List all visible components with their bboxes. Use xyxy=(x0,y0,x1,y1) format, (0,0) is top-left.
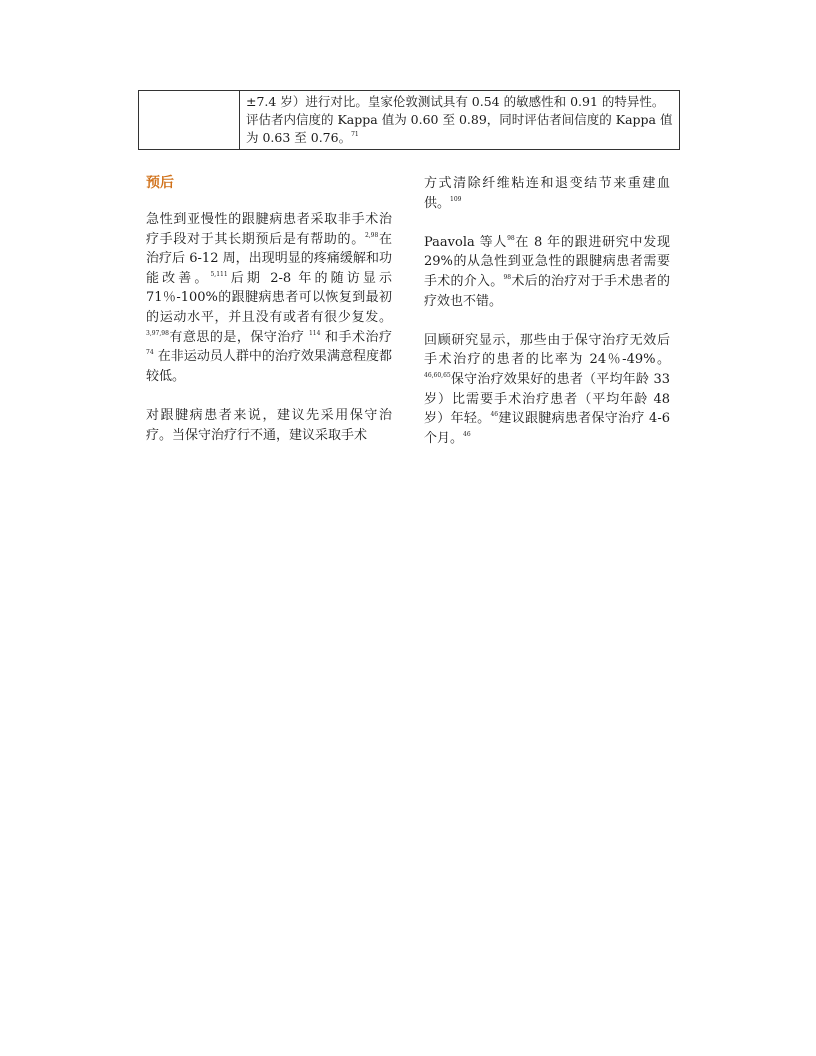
citation-ref: 98 xyxy=(503,273,512,281)
paragraph xyxy=(146,406,392,445)
paragraph xyxy=(146,210,392,386)
left-column xyxy=(146,210,392,465)
text-run: 急性到亚慢性的跟腱病患者采取非手术治疗手段对于其长期预后是有帮助的。 xyxy=(146,212,392,247)
table-cell-empty xyxy=(139,91,240,150)
text-run: 在治疗后 6-12 周，出现明显的疼痛缓解和功能改善。 xyxy=(146,231,392,286)
text-run: 在非运动员人群中的治疗效果满意程度都较低。 xyxy=(146,349,392,384)
citation-ref: 74 xyxy=(146,349,154,357)
citation-ref: 114 xyxy=(308,329,321,337)
text-run: 和手术治疗 xyxy=(320,329,392,345)
paragraph xyxy=(424,233,670,311)
citation-ref: 46 xyxy=(463,430,471,438)
citation-ref: 3,97,98 xyxy=(146,329,169,337)
citation-ref: 5,111 xyxy=(210,270,228,278)
text-run: 回顾研究显示，那些由于保守治疗无效后手术治疗的患者的比率为 24％-49%。 xyxy=(424,332,670,368)
text-run: 对跟腱病患者来说，建议先采用保守治疗。当保守治疗行不通，建议采取手术 xyxy=(146,407,392,443)
table-row xyxy=(139,91,680,150)
citation-ref: 109 xyxy=(450,195,462,203)
text-run: 有意思的是，保守治疗 xyxy=(168,329,309,345)
table-cell-body: ±7.4 岁）进行对比。皇家伦敦测试具有 0.54 的敏感性和 0.91 的特异性。评估者内信度的 Kappa 值为 0.60 至 0.89，同时评估者间信度的 Kappa 值为 0.63 至 0.76。 xyxy=(246,94,673,145)
citation-ref: 71 xyxy=(351,131,359,138)
text-run: 术后的治疗对于手术患者的疗效也不错。 xyxy=(424,273,670,309)
right-column xyxy=(424,174,670,468)
citation-ref: 98 xyxy=(507,234,515,242)
text-run: 在 8 年的跟进研究中发现 29%的从急性到亚急性的跟腱病患者需要手术的介入。 xyxy=(424,234,670,289)
text-run: 后期 2-8 年的随访显示 71％-100%的跟腱病患者可以恢复到最初的运动水平，并且没有或者有很少复发。 xyxy=(146,270,392,325)
citation-ref: 2,98 xyxy=(364,231,379,239)
table-cell-text xyxy=(240,91,680,150)
section-heading-prognosis: 预后 xyxy=(146,175,174,191)
text-run: Paavola 等人 xyxy=(424,234,508,250)
citation-ref: 46 xyxy=(490,411,499,419)
text-run: 方式清除纤维粘连和退变结节来重建血供。 xyxy=(424,176,670,211)
study-table xyxy=(138,90,680,150)
paragraph xyxy=(424,331,670,449)
text-run: 建议跟腱病患者保守治疗 4-6 个月。 xyxy=(424,411,670,446)
reference-table-fragment xyxy=(138,90,680,150)
text-run: 保守治疗效果好的患者（平均年龄 33 岁）比需要手术治疗患者（平均年龄 48 岁）年轻。 xyxy=(424,371,670,427)
paragraph xyxy=(424,174,670,213)
citation-ref: 46,60,65 xyxy=(424,371,451,379)
